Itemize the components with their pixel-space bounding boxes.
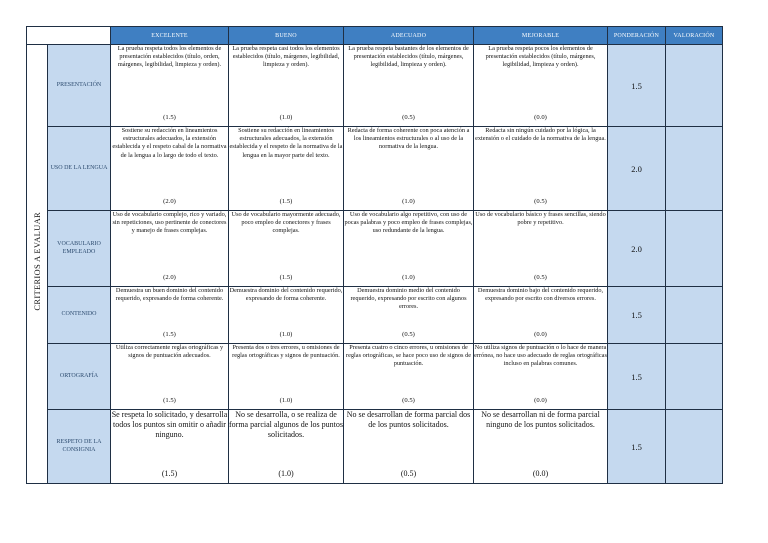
header-valoracion: VALORACIÓN — [666, 27, 723, 45]
valoracion-cell[interactable] — [666, 410, 723, 484]
cell-description: La prueba respeta todos los elementos de presentación establecidos (título, orden, márgenes, legibilidad, limpieza y orden). — [117, 45, 222, 69]
rubric-cell-excelente — [111, 45, 229, 127]
rubric-cell-adecuado — [344, 287, 474, 344]
cell-score: (2.0) — [163, 274, 176, 281]
rubric-cell-mejorable — [474, 45, 608, 127]
header-adecuado: ADECUADO — [344, 27, 474, 45]
valoracion-cell[interactable] — [666, 344, 723, 410]
cell-score: (1.0) — [279, 331, 293, 338]
cell-score: (1.0) — [402, 274, 415, 281]
cell-score: (1.0) — [402, 198, 415, 205]
cell-description: Demuestra dominio bajo del contenido requerido, expresando por escrito con diversos errores. — [477, 287, 604, 303]
criterion-label: RESPETO DE LA CONSIGNIA — [48, 410, 111, 484]
cell-score: (1.0) — [279, 397, 293, 404]
cell-description: Uso de vocabulario complejo, rico y variado, sin repeticiones, uso pertinente de conectores y manejo de frases complejas. — [112, 211, 227, 235]
criterion-label: PRESENTACIÓN — [48, 45, 111, 127]
cell-description: No se desarrolla, o se realiza de forma parcial algunos de los puntos solicitados. — [229, 410, 343, 439]
criterion-label: VOCABULARIO EMPLEADO — [48, 211, 111, 287]
cell-description: Uso de vocabulario algo repetitivo, con uso de pocas palabras y poco empleo de frases complejas, uso redundante de la lengua. — [344, 211, 473, 235]
cell-score: (0.5) — [402, 397, 415, 404]
ponderacion-value: 1.5 — [608, 344, 666, 410]
cell-score: (1.0) — [278, 469, 294, 478]
cell-description: No utiliza signos de puntuación o lo hace de manera errónea, no hace uso adecuado de reglas ortográficas incluso en palabras comunes. — [474, 344, 607, 368]
header-bueno: BUENO — [229, 27, 344, 45]
rubric-cell-bueno — [229, 211, 344, 287]
cell-description: Presenta dos o tres errores, u omisiones de reglas ortográficas y signos de puntuación. — [232, 344, 340, 360]
criterion-row — [27, 45, 723, 127]
rubric-cell-mejorable — [474, 127, 608, 211]
ponderacion-value: 2.0 — [608, 127, 666, 211]
ponderacion-value: 1.5 — [608, 45, 666, 127]
criterion-row — [27, 410, 723, 484]
cell-score: (0.0) — [532, 469, 549, 478]
cell-score: (0.5) — [402, 114, 415, 121]
rubric-cell-excelente — [111, 287, 229, 344]
cell-score: (1.0) — [279, 114, 293, 121]
cell-score: (1.5) — [163, 397, 176, 404]
cell-description: Uso de vocabulario mayormente adecuado, poco empleo de conectores y frases complejas. — [231, 211, 341, 235]
rubric-cell-adecuado — [344, 45, 474, 127]
cell-score: (1.5) — [163, 331, 176, 338]
rubric-cell-excelente — [111, 344, 229, 410]
criterion-label: CONTENIDO — [48, 287, 111, 344]
cell-score: (1.5) — [161, 469, 178, 478]
criterion-row — [27, 211, 723, 287]
cell-description: Sostiene su redacción en lineamientos estructurales adecuados, la extensión establecida y el respeto de la normativa de la lengua en la mayor parte del texto. — [229, 127, 343, 159]
valoracion-cell[interactable] — [666, 45, 723, 127]
ponderacion-value: 2.0 — [608, 211, 666, 287]
cell-score: (1.5) — [279, 198, 293, 205]
rubric-cell-bueno — [229, 344, 344, 410]
rubric-cell-excelente — [111, 410, 229, 484]
rubric-cell-bueno — [229, 127, 344, 211]
criterion-row — [27, 127, 723, 211]
side-label: CRITERIOS A EVALUAR — [32, 212, 42, 311]
ponderacion-value: 1.5 — [608, 287, 666, 344]
rubric-cell-adecuado — [344, 211, 474, 287]
header-ponderacion: PONDERACIÓN — [608, 27, 666, 45]
cell-description: Uso de vocabulario básico y frases sencillas, siendo pobre y repetitivo. — [475, 211, 606, 227]
valoracion-cell[interactable] — [666, 287, 723, 344]
criterion-label: ORTOGRAFÍA — [48, 344, 111, 410]
rubric-cell-adecuado — [344, 410, 474, 484]
rubric-cell-bueno — [229, 45, 344, 127]
cell-score: (0.5) — [400, 469, 417, 478]
ponderacion-value: 1.5 — [608, 410, 666, 484]
rubric-cell-mejorable — [474, 344, 608, 410]
cell-description: Presenta cuatro o cinco errores, u omisiones de reglas ortográficas, se hace poco uso de signos de puntuación. — [345, 344, 472, 368]
side-label-cell — [27, 45, 48, 484]
rubric-cell-adecuado — [344, 344, 474, 410]
header-corner — [27, 27, 111, 45]
cell-description: Redacta de forma coherente con poca atención a los lineamientos estructurales o al uso de la normativa de la lengua. — [347, 127, 470, 151]
cell-score: (2.0) — [163, 198, 176, 205]
valoracion-cell[interactable] — [666, 127, 723, 211]
rubric-cell-bueno — [229, 287, 344, 344]
cell-description: Se respeta lo solicitado, y desarrolla todos los puntos sin omitir o añadir ninguno. — [111, 410, 228, 439]
header-mejorable: MEJORABLE — [474, 27, 608, 45]
header-excelente: EXCELENTE — [111, 27, 229, 45]
cell-score: (1.5) — [279, 274, 293, 281]
cell-score: (0.5) — [534, 274, 547, 281]
cell-description: La prueba respeta pocos los elementos de presentación establecidos (título, márgenes, legibilidad, limpieza y orden). — [485, 45, 596, 69]
cell-description: Demuestra dominio medio del contenido requerido, expresando por escrito con algunos errores. — [350, 287, 467, 311]
criterion-row — [27, 344, 723, 410]
cell-description: No se desarrollan ni de forma parcial ninguno de los puntos solicitados. — [481, 410, 600, 429]
cell-score: (0.0) — [534, 397, 547, 404]
cell-description: La prueba respeta casi todos los elementos establecidos (título, márgenes, legibilidad, limpieza y orden). — [232, 45, 340, 69]
rubric-cell-bueno — [229, 410, 344, 484]
rubric-cell-excelente — [111, 127, 229, 211]
rubric-cell-excelente — [111, 211, 229, 287]
cell-score: (0.5) — [402, 331, 415, 338]
cell-score: (1.5) — [163, 114, 176, 121]
rubric-cell-mejorable — [474, 211, 608, 287]
cell-score: (0.0) — [534, 114, 547, 121]
valoracion-cell[interactable] — [666, 211, 723, 287]
cell-description: Redacta sin ningún cuidado por la lógica, la extensión o el cuidado de la normativa de la lengua. — [475, 127, 606, 143]
cell-description: Sostiene su redacción en lineamientos estructurales adecuados, la extensión establecida y el respeto cabal de la normativa de la lengua a lo largo de todo el texto. — [112, 127, 227, 159]
cell-score: (0.0) — [534, 331, 547, 338]
rubric-cell-mejorable — [474, 410, 608, 484]
criterion-row — [27, 287, 723, 344]
cell-description: La prueba respeta bastantes de los elementos de presentación establecidos (título, márgenes, legibilidad, limpieza y orden). — [348, 45, 469, 69]
cell-score: (0.5) — [534, 198, 547, 205]
rubric-table — [26, 26, 723, 484]
cell-description: Demuestra un buen dominio del contenido requerido, expresando de forma coherente. — [115, 287, 224, 303]
cell-description: No se desarrollan de forma parcial dos de los puntos solicitados. — [346, 410, 471, 429]
cell-description: Demuestra dominio del contenido requerido, expresando de forma coherente. — [229, 287, 343, 303]
rubric-cell-mejorable — [474, 287, 608, 344]
criterion-label: USO DE LA LENGUA — [48, 127, 111, 211]
header-row — [27, 27, 723, 45]
cell-description: Utiliza correctamente reglas ortográficas y signos de puntuación adecuados. — [115, 344, 224, 360]
rubric-cell-adecuado — [344, 127, 474, 211]
